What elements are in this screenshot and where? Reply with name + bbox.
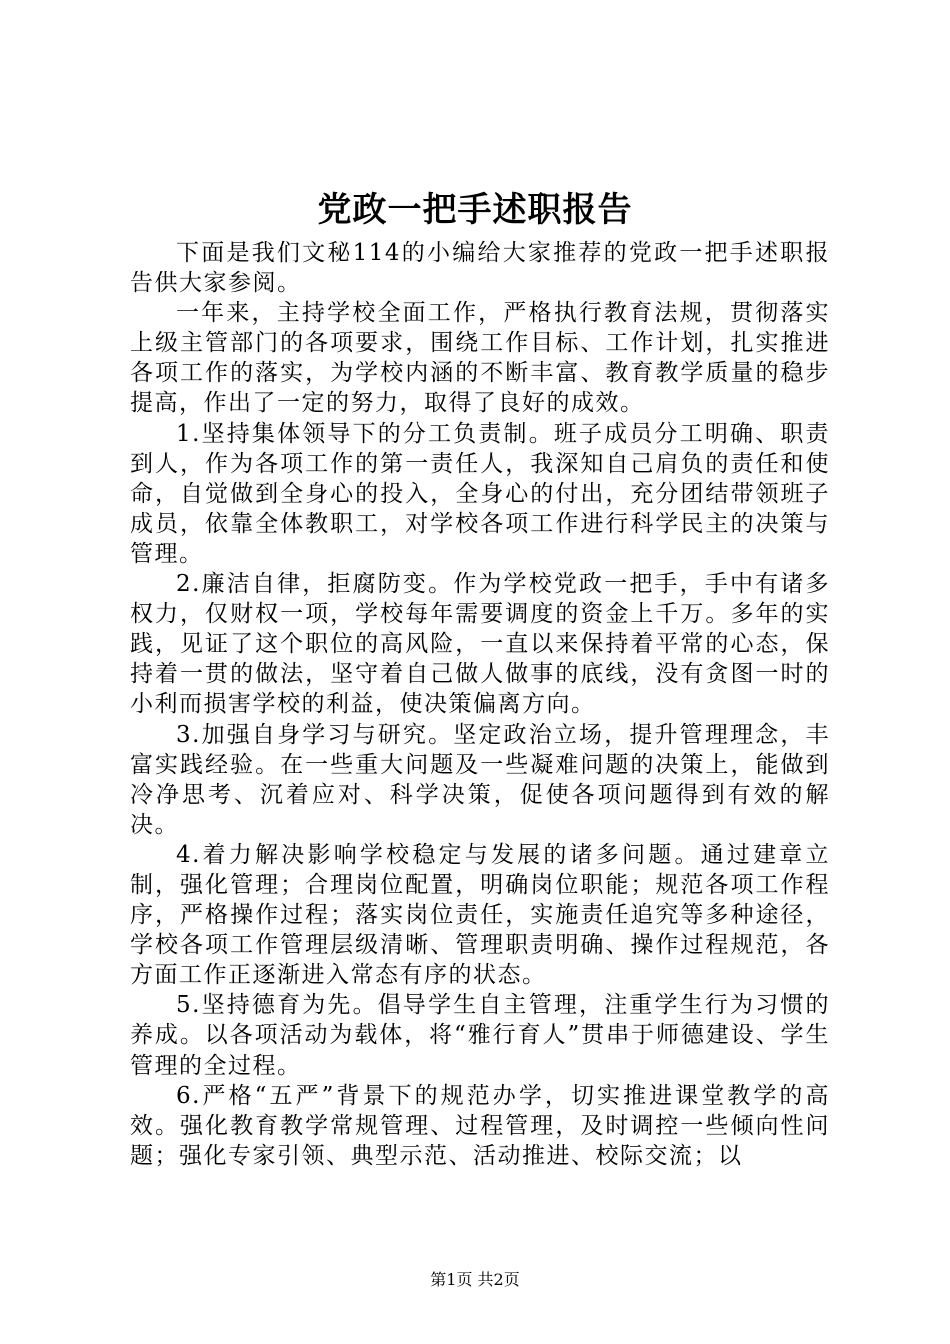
paragraph-item-5: 5.坚持德育为先。倡导学生自主管理，注重学生行为习惯的养成。以各项活动为载体，将“雅行育人”贯串于师德建设、学生管理的全过程。 [130, 992, 830, 1079]
paragraph-item-2: 2.廉洁自律，拒腐防变。作为学校党政一把手，手中有诸多权力，仅财权一项，学校每年需要调度的资金上千万。多年的实践，见证了这个职位的高风险，一直以来保持着平常的心态，保持着一贯的做法，坚守着自己做人做事的底线，没有贪图一时的小利而损害学校的利益，使决策偏离方向。 [130, 571, 830, 718]
paragraph-overview: 一年来，主持学校全面工作，严格执行教育法规，贯彻落实上级主管部门的各项要求，围绕工作目标、工作计划，扎实推进各项工作的落实，为学校内涵的不断丰富、教育教学质量的稳步提高，作出了一定的努力，取得了良好的成效。 [130, 300, 830, 417]
paragraph-item-3: 3.加强自身学习与研究。坚定政治立场，提升管理理念，丰富实践经验。在一些重大问题及一些凝难问题的决策上，能做到冷净思考、沉着应对、科学决策，促使各项问题得到有效的解决。 [130, 721, 830, 838]
paragraph-item-6: 6.严格“五严”背景下的规范办学，切实推进课堂教学的高效。强化教育教学常规管理、过程管理，及时调控一些倾向性问题；强化专家引领、典型示范、活动推进、校际交流；以 [130, 1082, 830, 1169]
paragraph-item-4: 4.着力解决影响学校稳定与发展的诸多问题。通过建章立制，强化管理；合理岗位配置，明确岗位职能；规范各项工作程序，严格操作过程；落实岗位责任，实施责任追究等多种途径，学校各项工作管理层级清晰、管理职责明确、操作过程规范，各方面工作正逐渐进入常态有序的状态。 [130, 841, 830, 989]
document-body [130, 238, 830, 1171]
page-footer: 第1页 共2页 [430, 1270, 520, 1289]
paragraph-item-1: 1.坚持集体领导下的分工负责制。班子成员分工明确、职责到人，作为各项工作的第一责任人，我深知自己肩负的责任和使命，自觉做到全身心的投入，全身心的付出，充分团结带领班子成员，依靠全体教职工，对学校各项工作进行科学民主的决策与管理。 [130, 420, 830, 567]
document-title: 党政一把手述职报告 [317, 190, 633, 230]
paragraph-intro: 下面是我们文秘114的小编给大家推荐的党政一把手述职报告供大家参阅。 [130, 240, 830, 297]
